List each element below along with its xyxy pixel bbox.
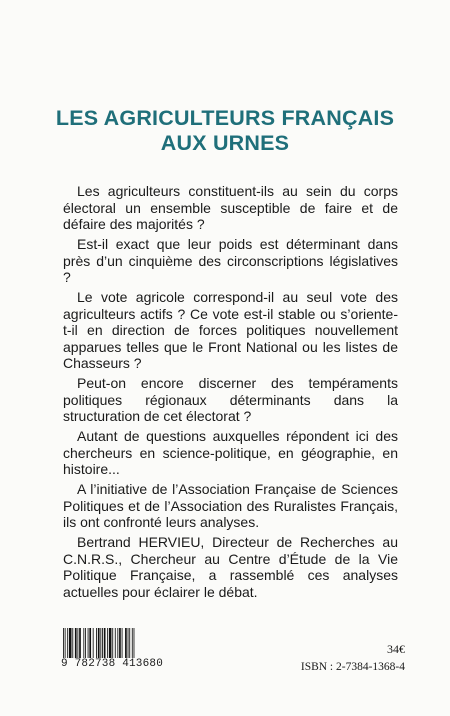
barcode-bar xyxy=(117,628,118,660)
barcode-bar xyxy=(63,628,64,660)
barcode-bar xyxy=(112,628,113,660)
paragraph-6: A l’initiative de l’Association Française de Sciences Politiques et de l’Association des Ruralistes Français, ils ont confronté leurs analyses. xyxy=(63,481,398,531)
barcode-bar xyxy=(129,628,130,660)
barcode-bar xyxy=(85,628,86,660)
paragraph-5: Autant de questions auxquelles répondent ici des chercheurs en science-politique, en géographie, en histoire... xyxy=(63,428,398,478)
barcode-bar xyxy=(115,628,116,660)
book-title xyxy=(0,106,450,156)
barcode-bars xyxy=(61,628,171,660)
barcode-bar xyxy=(122,628,123,660)
barcode-bar xyxy=(125,628,127,660)
barcode-digits: 9 782738 413680 xyxy=(61,658,171,670)
barcode-bar xyxy=(128,628,129,660)
paragraph-7: Bertrand HERVIEU, Directeur de Recherches au C.N.R.S., Chercheur au Centre d’Étude de la Vie Politique Française, a rassemblé ces analyses actuelles pour éclairer le débat. xyxy=(63,534,398,600)
barcode-bar xyxy=(65,628,66,660)
barcode-bar xyxy=(69,628,72,660)
barcode-bar xyxy=(79,628,81,660)
barcode-bar xyxy=(83,628,84,660)
barcode-bar xyxy=(98,628,100,660)
barcode-bar xyxy=(72,628,73,660)
barcode-bar xyxy=(93,628,94,660)
paragraph-2: Est-il exact que leur poids est déterminant dans près d’un cinquième des circonscriptions législatives ? xyxy=(63,235,398,286)
barcode xyxy=(61,628,171,672)
barcode-bar xyxy=(77,628,78,660)
barcode-bar xyxy=(119,628,121,660)
barcode-bar xyxy=(96,628,97,660)
barcode-bar xyxy=(132,628,133,660)
paragraph-3: Le vote agricole correspond-il au seul vote des agriculteurs actifs ? Ce vote est-il stable ou s’oriente-t-il en direction de forces politiques nouvellement apparues telles que le Front National ou les listes de Chasseurs ? xyxy=(63,288,398,372)
barcode-bar xyxy=(102,628,103,660)
barcode-bar xyxy=(100,628,101,660)
barcode-bar xyxy=(88,628,89,660)
barcode-bar xyxy=(109,628,112,660)
title-line-1: LES AGRICULTEURS FRANÇAIS xyxy=(55,106,395,130)
price: 34€ xyxy=(387,642,405,656)
back-cover-blurb xyxy=(63,183,398,604)
barcode-bar xyxy=(134,628,135,660)
title-line-2: AUX URNES xyxy=(160,131,290,155)
isbn: ISBN : 2-7384-1368-4 xyxy=(300,661,405,673)
barcode-bar xyxy=(67,628,68,660)
barcode-bar xyxy=(104,628,106,660)
barcode-bar xyxy=(89,628,91,660)
paragraph-4: Peut-on encore discerner des tempéraments politiques régionaux déterminants dans la structuration de cet électorat ? xyxy=(63,375,398,425)
paragraph-1: Les agriculteurs constituent-ils au sein du corps électoral un ensemble susceptible de faire et de défaire des majorités ? xyxy=(63,183,398,233)
barcode-bar xyxy=(75,628,77,660)
barcode-bar xyxy=(107,628,108,660)
